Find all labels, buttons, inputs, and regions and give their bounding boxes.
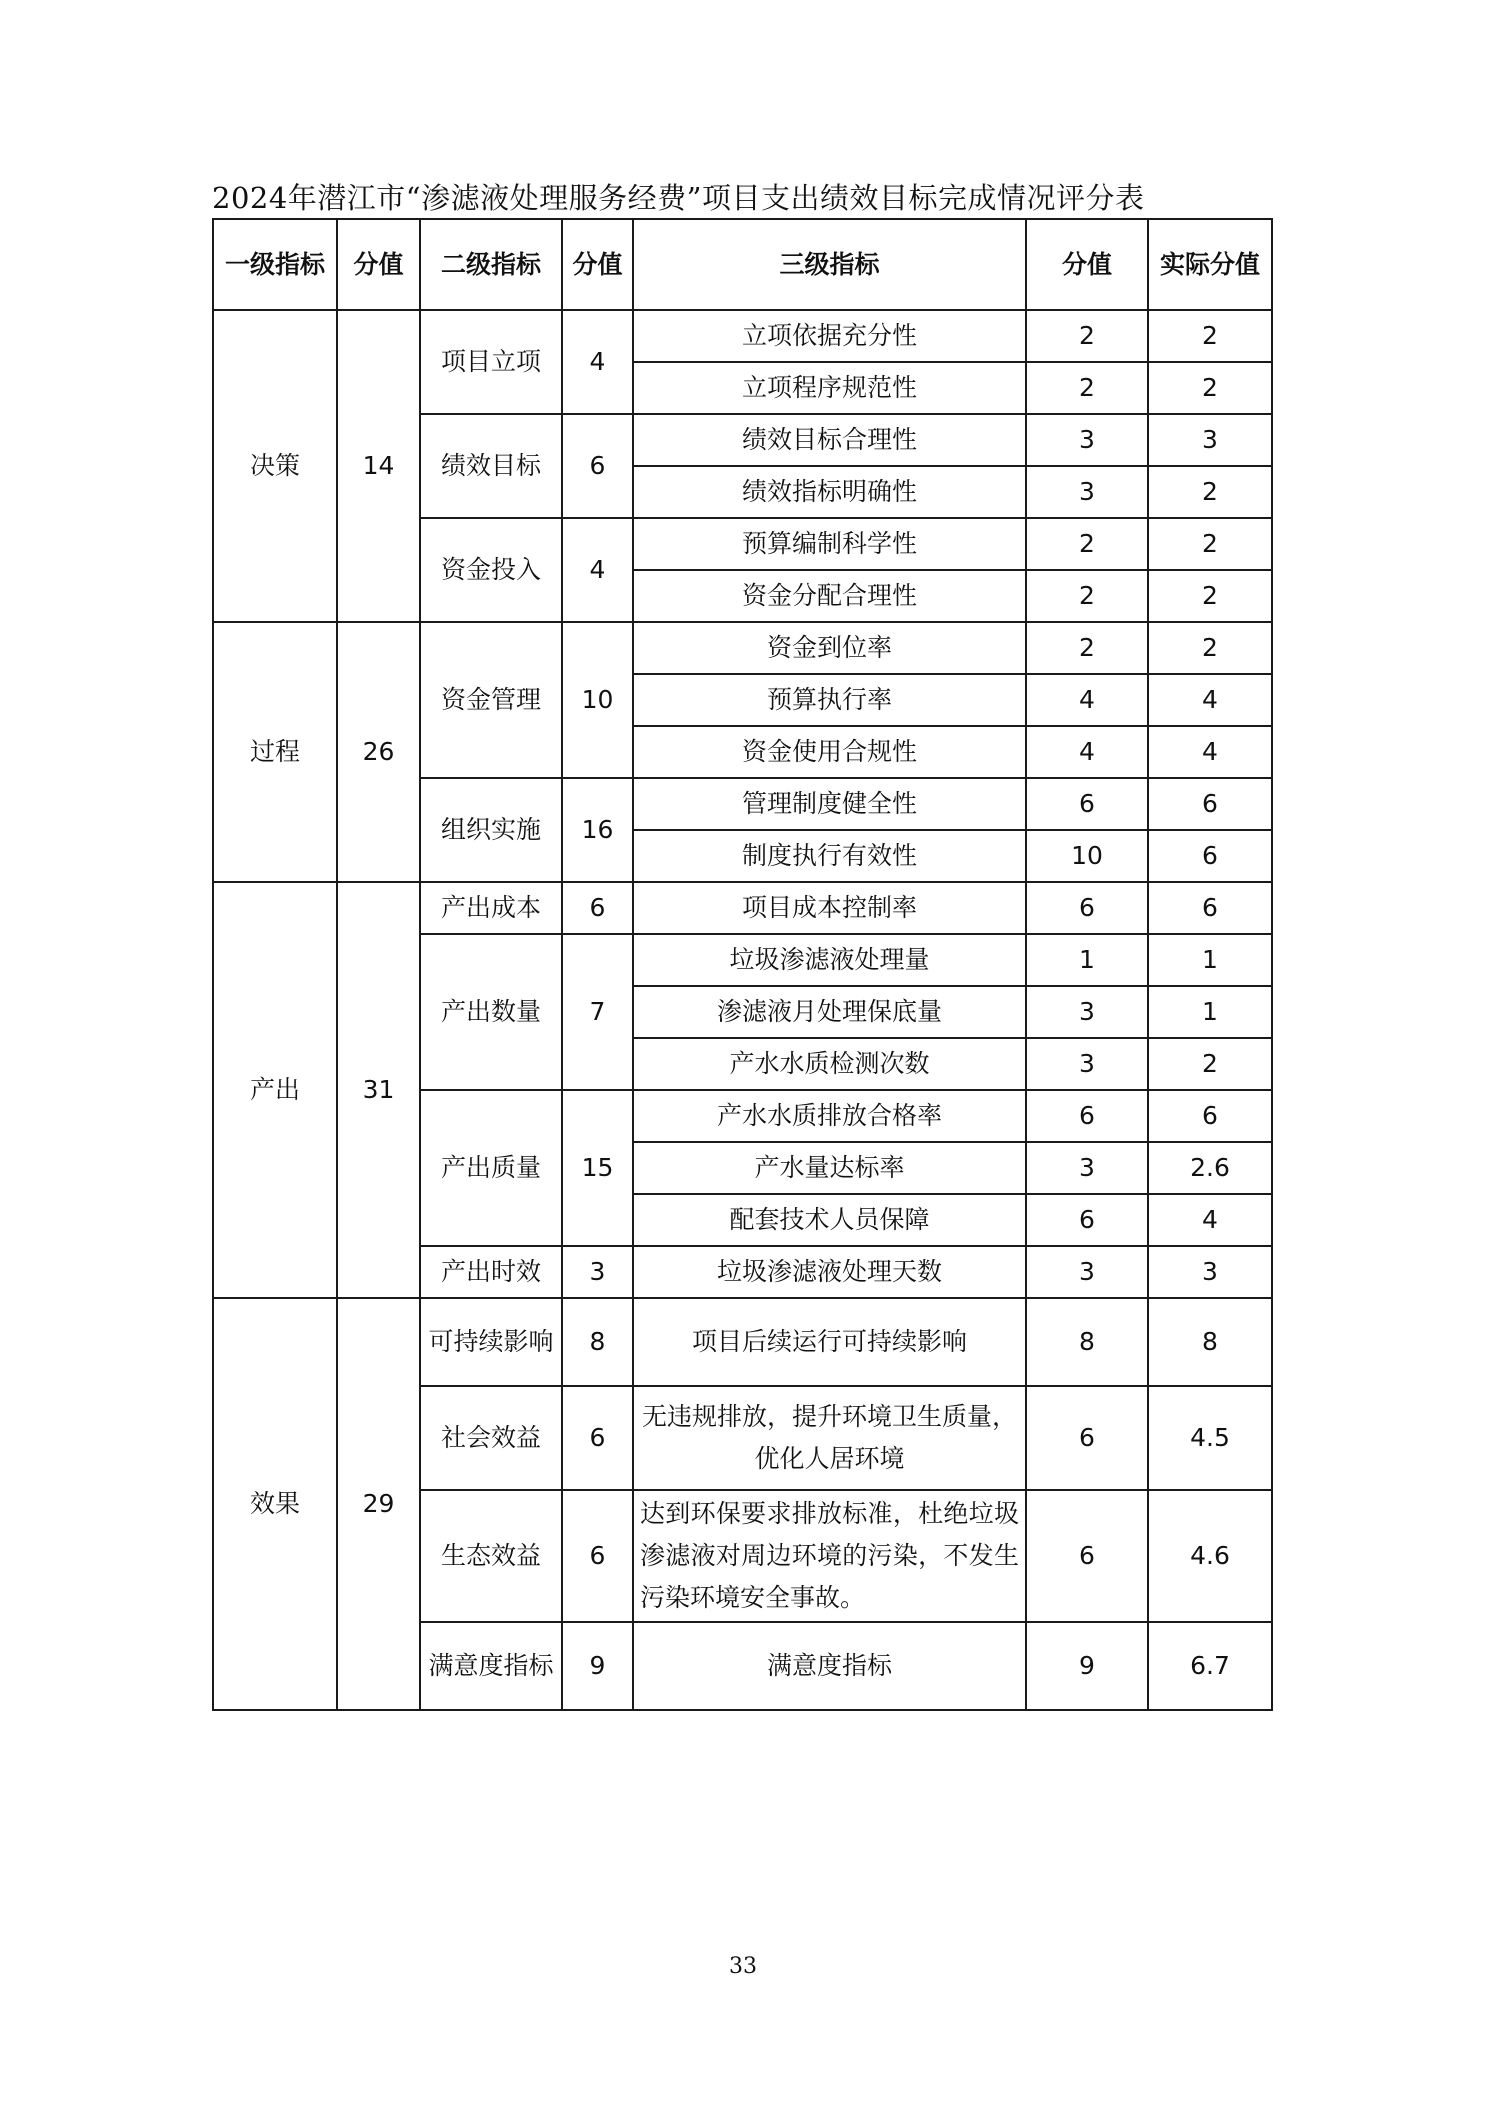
level3-score-cell: 6	[1026, 1386, 1148, 1490]
level3-score-cell: 2	[1026, 518, 1148, 570]
actual-score-cell: 6.7	[1148, 1622, 1272, 1710]
level2-cell: 资金投入	[420, 518, 562, 622]
actual-score-cell: 2.6	[1148, 1142, 1272, 1194]
level3-cell: 满意度指标	[633, 1622, 1026, 1710]
actual-score-cell: 1	[1148, 934, 1272, 986]
level3-score-cell: 6	[1026, 1194, 1148, 1246]
level3-cell: 配套技术人员保障	[633, 1194, 1026, 1246]
actual-score-cell: 4.5	[1148, 1386, 1272, 1490]
level2-cell: 可持续影响	[420, 1298, 562, 1386]
actual-score-cell: 3	[1148, 414, 1272, 466]
level3-score-cell: 6	[1026, 778, 1148, 830]
level1-cell: 过程	[213, 622, 337, 882]
level2-score-cell: 7	[562, 934, 633, 1090]
level2-score-cell: 10	[562, 622, 633, 778]
level3-cell: 渗滤液月处理保底量	[633, 986, 1026, 1038]
actual-score-cell: 8	[1148, 1298, 1272, 1386]
level3-cell: 制度执行有效性	[633, 830, 1026, 882]
level3-cell: 垃圾渗滤液处理天数	[633, 1246, 1026, 1298]
actual-score-cell: 2	[1148, 570, 1272, 622]
level3-score-cell: 3	[1026, 466, 1148, 518]
level2-score-cell: 6	[562, 882, 633, 934]
level2-cell: 资金管理	[420, 622, 562, 778]
level3-cell: 管理制度健全性	[633, 778, 1026, 830]
header-level3: 三级指标	[633, 219, 1026, 310]
actual-score-cell: 4	[1148, 726, 1272, 778]
level3-score-cell: 4	[1026, 674, 1148, 726]
actual-score-cell: 2	[1148, 622, 1272, 674]
level2-cell: 满意度指标	[420, 1622, 562, 1710]
level2-cell: 产出时效	[420, 1246, 562, 1298]
level3-cell: 项目成本控制率	[633, 882, 1026, 934]
header-row	[213, 219, 1272, 310]
level3-score-cell: 2	[1026, 310, 1148, 362]
level3-cell: 产水水质排放合格率	[633, 1090, 1026, 1142]
level2-score-cell: 4	[562, 310, 633, 414]
actual-score-cell: 2	[1148, 1038, 1272, 1090]
level1-score-cell: 26	[337, 622, 420, 882]
table-row	[213, 310, 1272, 362]
level3-cell: 无违规排放，提升环境卫生质量，优化人居环境	[633, 1386, 1026, 1490]
level1-score-cell: 14	[337, 310, 420, 622]
level3-score-cell: 6	[1026, 1490, 1148, 1622]
header-score1: 分值	[337, 219, 420, 310]
header-score2: 分值	[562, 219, 633, 310]
table-row	[213, 882, 1272, 934]
header-actual: 实际分值	[1148, 219, 1272, 310]
level3-cell: 产水水质检测次数	[633, 1038, 1026, 1090]
table-row	[213, 622, 1272, 674]
score-table	[212, 218, 1273, 1711]
actual-score-cell: 3	[1148, 1246, 1272, 1298]
level3-cell: 垃圾渗滤液处理量	[633, 934, 1026, 986]
level3-cell: 立项依据充分性	[633, 310, 1026, 362]
level2-cell: 产出成本	[420, 882, 562, 934]
page-number: 33	[729, 1954, 757, 1979]
level2-score-cell: 6	[562, 1386, 633, 1490]
level2-score-cell: 6	[562, 1490, 633, 1622]
level3-score-cell: 2	[1026, 622, 1148, 674]
header-level1: 一级指标	[213, 219, 337, 310]
level3-score-cell: 10	[1026, 830, 1148, 882]
level3-cell: 产水量达标率	[633, 1142, 1026, 1194]
header-level2: 二级指标	[420, 219, 562, 310]
level2-score-cell: 15	[562, 1090, 633, 1246]
level3-score-cell: 2	[1026, 570, 1148, 622]
actual-score-cell: 4.6	[1148, 1490, 1272, 1622]
actual-score-cell: 2	[1148, 362, 1272, 414]
level3-cell: 资金使用合规性	[633, 726, 1026, 778]
level2-cell: 组织实施	[420, 778, 562, 882]
actual-score-cell: 2	[1148, 310, 1272, 362]
level1-score-cell: 29	[337, 1298, 420, 1710]
level3-cell: 资金到位率	[633, 622, 1026, 674]
level3-score-cell: 6	[1026, 1090, 1148, 1142]
actual-score-cell: 2	[1148, 466, 1272, 518]
actual-score-cell: 4	[1148, 674, 1272, 726]
actual-score-cell: 4	[1148, 1194, 1272, 1246]
level2-score-cell: 6	[562, 414, 633, 518]
level3-score-cell: 6	[1026, 882, 1148, 934]
level3-cell: 资金分配合理性	[633, 570, 1026, 622]
level3-cell: 预算编制科学性	[633, 518, 1026, 570]
level2-score-cell: 8	[562, 1298, 633, 1386]
level2-cell: 绩效目标	[420, 414, 562, 518]
level3-cell: 预算执行率	[633, 674, 1026, 726]
table-row	[213, 1298, 1272, 1386]
level3-cell: 绩效目标合理性	[633, 414, 1026, 466]
actual-score-cell: 2	[1148, 518, 1272, 570]
level3-score-cell: 2	[1026, 362, 1148, 414]
level3-score-cell: 3	[1026, 1142, 1148, 1194]
level2-cell: 产出质量	[420, 1090, 562, 1246]
level1-cell: 决策	[213, 310, 337, 622]
level2-score-cell: 9	[562, 1622, 633, 1710]
level3-score-cell: 1	[1026, 934, 1148, 986]
level3-score-cell: 3	[1026, 1038, 1148, 1090]
level3-score-cell: 4	[1026, 726, 1148, 778]
level3-cell: 项目后续运行可持续影响	[633, 1298, 1026, 1386]
level3-score-cell: 9	[1026, 1622, 1148, 1710]
level2-cell: 产出数量	[420, 934, 562, 1090]
level2-cell: 社会效益	[420, 1386, 562, 1490]
level1-score-cell: 31	[337, 882, 420, 1298]
level1-cell: 效果	[213, 1298, 337, 1710]
actual-score-cell: 6	[1148, 882, 1272, 934]
level3-score-cell: 3	[1026, 986, 1148, 1038]
level1-cell: 产出	[213, 882, 337, 1298]
level3-cell: 达到环保要求排放标准，杜绝垃圾渗滤液对周边环境的污染，不发生污染环境安全事故。	[633, 1490, 1026, 1622]
level3-cell: 立项程序规范性	[633, 362, 1026, 414]
level2-score-cell: 3	[562, 1246, 633, 1298]
actual-score-cell: 6	[1148, 830, 1272, 882]
header-score3: 分值	[1026, 219, 1148, 310]
level2-cell: 项目立项	[420, 310, 562, 414]
actual-score-cell: 6	[1148, 1090, 1272, 1142]
level3-score-cell: 3	[1026, 1246, 1148, 1298]
page-title: 2024年潜江市“渗滤液处理服务经费”项目支出绩效目标完成情况评分表	[212, 181, 1145, 215]
level2-score-cell: 4	[562, 518, 633, 622]
level3-cell: 绩效指标明确性	[633, 466, 1026, 518]
level3-score-cell: 8	[1026, 1298, 1148, 1386]
actual-score-cell: 6	[1148, 778, 1272, 830]
level3-score-cell: 3	[1026, 414, 1148, 466]
level2-cell: 生态效益	[420, 1490, 562, 1622]
level2-score-cell: 16	[562, 778, 633, 882]
actual-score-cell: 1	[1148, 986, 1272, 1038]
